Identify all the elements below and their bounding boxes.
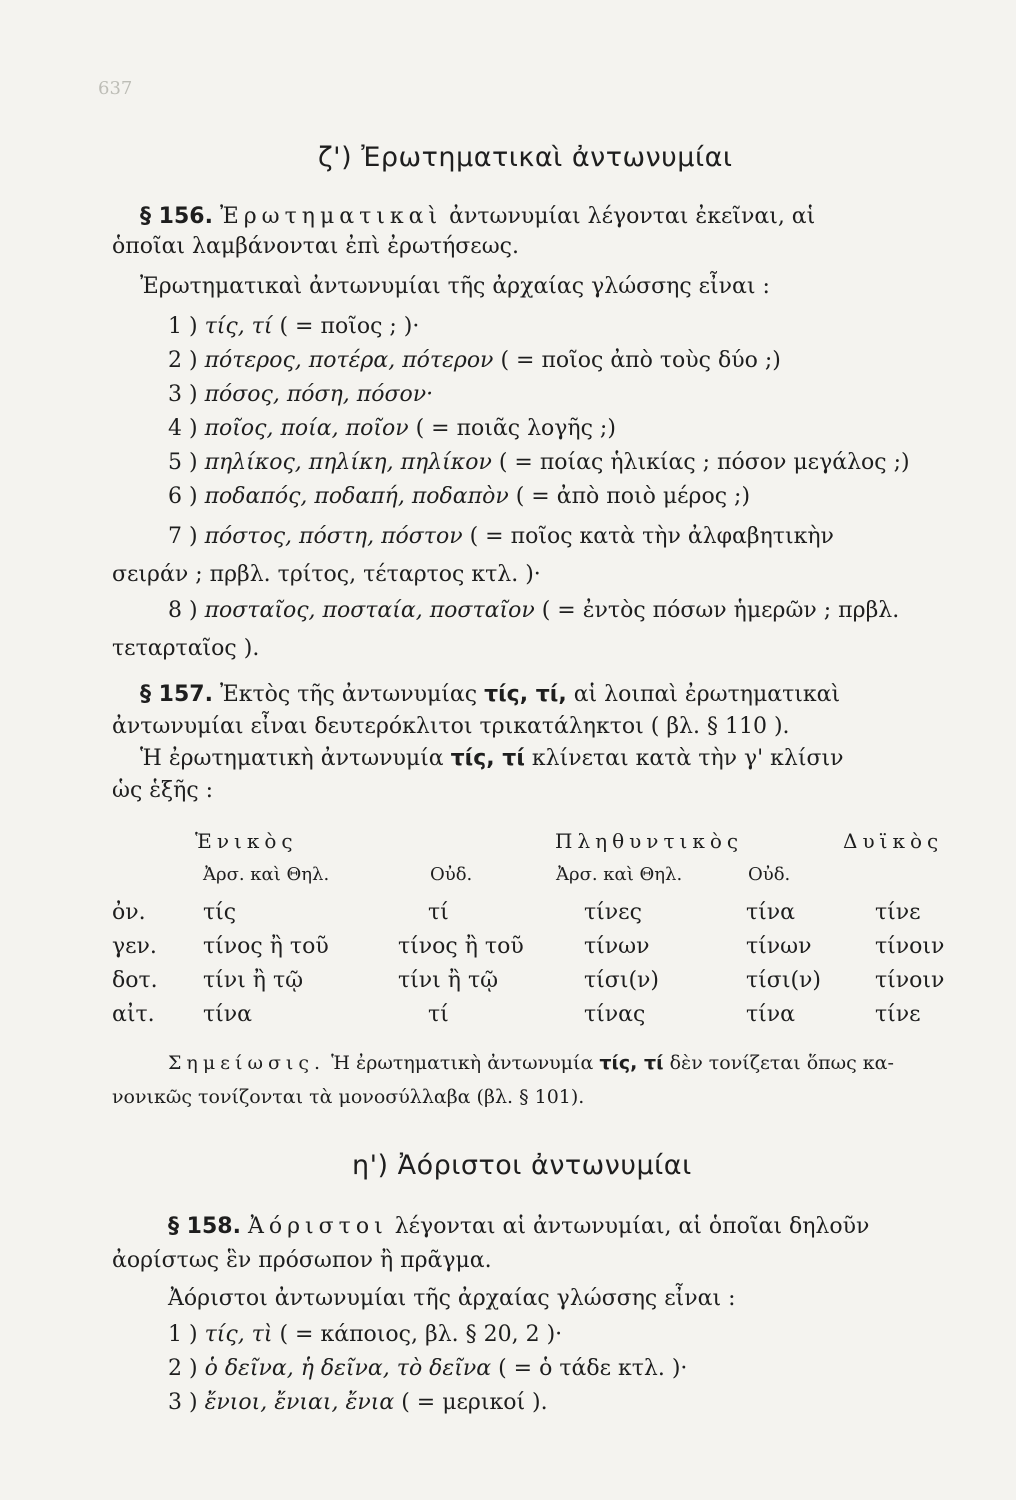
item-forms: πηλίκος, πηλίκη, πηλίκον [204, 450, 492, 475]
note-text: Ἡ ἐρωτηματικὴ ἀντωνυμία [331, 1052, 594, 1074]
paragraph-157-text: κλίνεται κατὰ τὴν γ' κλίσιν [531, 746, 844, 771]
table-cell: τίνι ἢ τῷ [203, 968, 304, 993]
table-cell: τίνοιν [875, 968, 945, 993]
table-cell: τίνα [746, 1002, 796, 1027]
paragraph-156-text: ἀντωνυμίαι λέγονται ἐκεῖναι, αἱ [449, 204, 816, 229]
note-text: δὲν τονίζεται ὅπως κα- [669, 1052, 894, 1074]
list-item [168, 1354, 687, 1384]
table-cell: τί [428, 1002, 449, 1027]
section-heading-indefinite: η') Ἀόριστοι ἀντωνυμίαι [352, 1150, 692, 1181]
item-gloss: ( = ἀπὸ ποιὸ μέρος ;) [515, 484, 751, 509]
subheader-masc-fem: Ἀρσ. καὶ Θηλ. [556, 864, 683, 885]
list-item [168, 414, 616, 444]
case-label: ὀν. [112, 900, 146, 925]
item-number: 8 ) [168, 598, 198, 623]
item-forms: πόστος, πόστη, πόστον [204, 524, 463, 549]
paragraph-157-line-2: ἀντωνυμίαι εἶναι δευτερόκλιτοι τρικατάληκτοι ( βλ. § 110 ). [112, 714, 790, 739]
header-dual: Δυϊκὸς [843, 829, 944, 853]
item-gloss: ( = ποιᾶς λογῆς ;) [415, 416, 616, 441]
list-item [168, 448, 910, 478]
table-cell: τίνα [203, 1002, 253, 1027]
item-forms: ποδαπός, ποδαπή, ποδαπὸν [204, 484, 509, 509]
paragraph-158-line-2: ἀορίστως ἓν πρόσωπον ἢ πρᾶγμα. [112, 1248, 492, 1273]
subheader-neuter: Οὐδ. [430, 864, 473, 885]
table-cell: τίνοιν [875, 934, 945, 959]
term-interrogative: Ἐρωτηματικαὶ [219, 204, 443, 229]
paragraph-156-line-2: ὁποῖαι λαμβάνονται ἐπὶ ἐρωτήσεως. [112, 234, 519, 259]
item-forms: τίς, τί [204, 314, 273, 339]
item-forms: ποσταῖος, ποσταία, ποσταῖον [204, 598, 535, 623]
item-number: 3 ) [168, 382, 198, 407]
subheader-masc-fem: Ἀρσ. καὶ Θηλ. [203, 864, 330, 885]
table-cell: τίνε [875, 1002, 921, 1027]
item-gloss: ( = ποῖος κατὰ τὴν ἀλφαβητικὴν [469, 524, 834, 549]
item-gloss: ( = ἐντὸς πόσων ἡμερῶν ; πρβλ. [541, 598, 900, 623]
case-label: γεν. [112, 934, 157, 959]
paragraph-158-line-1 [168, 1212, 869, 1242]
section-number-156: § 156. [140, 204, 213, 229]
subheader-neuter: Οὐδ. [748, 864, 791, 885]
paragraph-157-text: Ἡ ἐρωτηματικὴ ἀντωνυμία [140, 746, 444, 771]
term-indefinite: Ἀόριστοι [247, 1214, 388, 1239]
note-line-1 [168, 1052, 894, 1074]
section-number-157: § 157. [140, 682, 213, 707]
table-cell: τίνων [746, 934, 812, 959]
item-forms: πόσος, πόση, πόσον· [204, 382, 434, 407]
paragraph-157-text: Ἐκτὸς τῆς ἀντωνυμίας [219, 682, 478, 707]
list-item [168, 346, 781, 376]
item-number: 6 ) [168, 484, 198, 509]
paragraph-157-text: αἱ λοιπαὶ ἐρωτηματικαὶ [573, 682, 841, 707]
pronoun-tis-ti: τίς, τί, [484, 682, 567, 707]
table-cell: τίνος ἢ τοῦ [398, 934, 524, 959]
table-cell: τίσι(ν) [746, 968, 821, 993]
item-gloss: ( = ποῖος ἀπὸ τοὺς δύο ;) [500, 348, 781, 373]
item-forms: πότερος, ποτέρα, πότερον [204, 348, 494, 373]
item-number: 5 ) [168, 450, 198, 475]
case-label: δοτ. [112, 968, 158, 993]
table-cell: τίνα [746, 900, 796, 925]
item-forms: ὁ δεῖνα, ἡ δεῖνα, τὸ δεῖνα [204, 1356, 492, 1381]
table-cell: τίνας [584, 1002, 646, 1027]
pronoun-tis-ti: τίς, τί [599, 1052, 664, 1074]
table-cell: τίσι(ν) [584, 968, 659, 993]
item-number: 7 ) [168, 524, 198, 549]
item-forms: ἔνιοι, ἔνιαι, ἔνια [204, 1390, 395, 1415]
item-forms: τίς, τὶ [204, 1322, 273, 1347]
item-number: 3 ) [168, 1390, 198, 1415]
item-gloss: ( = ὁ τάδε κτλ. )· [498, 1356, 688, 1381]
header-singular: Ἑνικὸς [195, 829, 298, 853]
list-item [168, 380, 433, 410]
item-forms: ποῖος, ποία, ποῖον [204, 416, 409, 441]
item-gloss: ( = ποῖος ; )· [279, 314, 420, 339]
table-cell: τίνε [875, 900, 921, 925]
table-cell: τίνες [584, 900, 642, 925]
list-item [168, 596, 899, 626]
list-item [168, 1388, 548, 1418]
table-cell: τί [428, 900, 449, 925]
list-item [168, 312, 419, 342]
paragraph-157-line-3 [140, 744, 844, 774]
item-number: 2 ) [168, 348, 198, 373]
table-cell: τίς [203, 900, 237, 925]
item-number: 1 ) [168, 314, 198, 339]
header-plural: Πληθυντικὸς [555, 829, 744, 853]
item-gloss: ( = κάποιος, βλ. § 20, 2 )· [279, 1322, 563, 1347]
table-cell: τίνων [584, 934, 650, 959]
paragraph-157-line-1 [140, 680, 840, 710]
page-number: 637 [98, 78, 133, 99]
note-line-2: νονικῶς τονίζονται τὰ μονοσύλλαβα (βλ. § 101). [112, 1086, 585, 1108]
item-number: 4 ) [168, 416, 198, 441]
paragraph-156-line-1 [140, 202, 815, 232]
item-gloss: ( = ποίας ἡλικίας ; πόσον μεγάλος ;) [498, 450, 910, 475]
paragraph-158-text: λέγονται αἱ ἀντωνυμίαι, αἱ ὁποῖαι δηλοῦν [394, 1214, 870, 1239]
section-number-158: § 158. [168, 1214, 241, 1239]
pronoun-tis-ti: τίς, τί [450, 746, 525, 771]
list-item [168, 522, 834, 552]
item-number: 2 ) [168, 1356, 198, 1381]
item-gloss: ( = μερικοί ). [401, 1390, 548, 1415]
table-cell: τίνι ἢ τῷ [398, 968, 499, 993]
paragraph-156-line-3: Ἐρωτηματικαὶ ἀντωνυμίαι τῆς ἀρχαίας γλώσσης εἶναι : [140, 274, 770, 299]
item-number: 1 ) [168, 1322, 198, 1347]
paragraph-158-line-3: Ἀόριστοι ἀντωνυμίαι τῆς ἀρχαίας γλώσσης εἶναι : [168, 1286, 736, 1311]
list-item-continuation: σειράν ; πρβλ. τρίτος, τέταρτος κτλ. )· [112, 562, 541, 587]
list-item-continuation: τεταρταῖος ). [112, 636, 260, 661]
note-label: Σημείωσις. [168, 1052, 326, 1074]
list-item [168, 1320, 562, 1350]
case-label: αἰτ. [112, 1002, 155, 1027]
paragraph-157-line-4: ὡς ἑξῆς : [112, 778, 214, 803]
table-cell: τίνος ἢ τοῦ [203, 934, 329, 959]
section-heading-interrogative: ζ') Ἐρωτηματικαὶ ἀντωνυμίαι [318, 142, 733, 173]
list-item [168, 482, 750, 512]
